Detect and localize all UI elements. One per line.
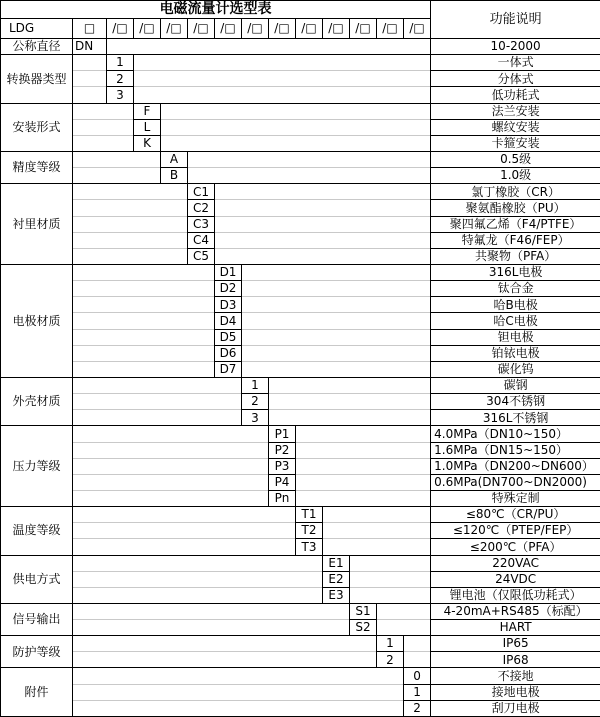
code-cell: D7: [215, 361, 242, 377]
code-cell: 2: [107, 71, 134, 87]
description-cell: 钛合金: [431, 281, 600, 297]
model-code-slot: /□: [350, 19, 377, 39]
code-cell: C2: [188, 200, 215, 216]
code-cell: E1: [323, 555, 350, 571]
blank-cell: [73, 394, 242, 410]
model-code-slot: /□: [215, 19, 242, 39]
table-title: 电磁流量计选型表: [1, 1, 431, 19]
description-cell: 1.6MPa（DN15~150）: [431, 442, 600, 458]
description-cell: 哈C电极: [431, 313, 600, 329]
code-cell: C3: [188, 216, 215, 232]
description-cell: 316L不锈钢: [431, 410, 600, 426]
blank-cell: [73, 313, 215, 329]
code-cell: P3: [269, 458, 296, 474]
code-cell: P4: [269, 474, 296, 490]
blank-cell: [73, 168, 161, 184]
description-cell: 4.0MPa（DN10~150）: [431, 426, 600, 442]
blank-cell: [242, 345, 431, 361]
code-cell: 2: [404, 700, 431, 716]
code-cell: B: [161, 168, 188, 184]
category-label: 防护等级: [1, 636, 73, 668]
description-cell: 钽电极: [431, 329, 600, 345]
blank-cell: [377, 620, 431, 636]
code-cell: S2: [350, 620, 377, 636]
blank-cell: [73, 620, 350, 636]
category-label: 供电方式: [1, 555, 73, 603]
description-cell: 0.5级: [431, 151, 600, 167]
blank-cell: [73, 523, 296, 539]
blank-cell: [323, 539, 431, 555]
code-cell: A: [161, 151, 188, 167]
description-cell: 特氟龙（F46/FEP）: [431, 232, 600, 248]
blank-cell: [242, 297, 431, 313]
blank-cell: [73, 119, 134, 135]
description-cell: 氯丁橡胶（CR）: [431, 184, 600, 200]
blank-cell: [73, 490, 269, 506]
model-code-slot: /□: [269, 19, 296, 39]
blank-cell: [269, 394, 431, 410]
category-label: 衬里材质: [1, 184, 73, 265]
blank-cell: [215, 200, 431, 216]
blank-cell: [215, 232, 431, 248]
blank-cell: [134, 87, 431, 103]
category-label: 压力等级: [1, 426, 73, 507]
category-label: 温度等级: [1, 507, 73, 555]
blank-cell: [73, 555, 323, 571]
code-cell: 1: [377, 636, 404, 652]
code-cell: D1: [215, 264, 242, 280]
blank-cell: [73, 539, 296, 555]
code-cell: 1: [242, 377, 269, 393]
model-code-slot: /□: [296, 19, 323, 39]
code-cell: D5: [215, 329, 242, 345]
blank-cell: [296, 426, 431, 442]
category-label: 信号输出: [1, 603, 73, 635]
code-cell: T2: [296, 523, 323, 539]
blank-cell: [73, 587, 323, 603]
code-cell: 1: [107, 55, 134, 71]
description-cell: HART: [431, 620, 600, 636]
blank-cell: [242, 264, 431, 280]
blank-cell: [73, 248, 188, 264]
blank-cell: [73, 184, 188, 200]
description-cell: 接地电极: [431, 684, 600, 700]
blank-cell: [296, 458, 431, 474]
blank-cell: [73, 345, 215, 361]
description-cell: 螺纹安装: [431, 119, 600, 135]
blank-cell: [73, 87, 107, 103]
code-cell: C5: [188, 248, 215, 264]
code-cell: T3: [296, 539, 323, 555]
blank-cell: [73, 361, 215, 377]
blank-cell: [269, 377, 431, 393]
blank-cell: [73, 216, 188, 232]
blank-cell: [73, 684, 404, 700]
blank-cell: [242, 361, 431, 377]
blank-cell: [404, 652, 431, 668]
description-cell: 1.0MPa（DN200~DN600）: [431, 458, 600, 474]
description-cell: 聚氨酯橡胶（PU）: [431, 200, 600, 216]
blank-cell: [350, 571, 431, 587]
model-code-slot: /□: [161, 19, 188, 39]
code-cell: 3: [242, 410, 269, 426]
blank-cell: [377, 603, 431, 619]
blank-cell: [161, 103, 431, 119]
description-cell: 碳钢: [431, 377, 600, 393]
model-code-slot: /□: [404, 19, 431, 39]
description-cell: 220VAC: [431, 555, 600, 571]
code-cell: F: [134, 103, 161, 119]
code-cell: 2: [242, 394, 269, 410]
blank-cell: [73, 700, 404, 716]
description-cell: IP65: [431, 636, 600, 652]
description-cell: 刮刀电极: [431, 700, 600, 716]
description-cell: 法兰安装: [431, 103, 600, 119]
description-cell: 哈B电极: [431, 297, 600, 313]
blank-cell: [73, 426, 269, 442]
blank-cell: [215, 184, 431, 200]
blank-cell: [73, 151, 161, 167]
blank-cell: [73, 103, 134, 119]
blank-cell: [296, 490, 431, 506]
code-cell: D3: [215, 297, 242, 313]
code-cell: C4: [188, 232, 215, 248]
blank-cell: [242, 329, 431, 345]
blank-cell: [323, 507, 431, 523]
blank-cell: [73, 458, 269, 474]
blank-cell: [188, 151, 431, 167]
model-code-slot: /□: [134, 19, 161, 39]
code-cell: DN: [73, 39, 107, 55]
blank-cell: [73, 55, 107, 71]
model-code-slot: /□: [377, 19, 404, 39]
blank-cell: [73, 377, 242, 393]
code-cell: S1: [350, 603, 377, 619]
description-cell: 316L电极: [431, 264, 600, 280]
code-cell: D4: [215, 313, 242, 329]
code-cell: D2: [215, 281, 242, 297]
blank-cell: [73, 232, 188, 248]
code-cell: L: [134, 119, 161, 135]
blank-cell: [269, 410, 431, 426]
blank-cell: [73, 281, 215, 297]
code-cell: D6: [215, 345, 242, 361]
description-cell: 低功耗式: [431, 87, 600, 103]
blank-cell: [161, 119, 431, 135]
category-label: 公称直径: [1, 39, 73, 55]
code-cell: T1: [296, 507, 323, 523]
blank-cell: [242, 313, 431, 329]
description-cell: 4-20mA+RS485（标配）: [431, 603, 600, 619]
category-label: 电极材质: [1, 264, 73, 377]
blank-cell: [242, 281, 431, 297]
blank-cell: [73, 264, 215, 280]
description-cell: ≤120℃（PTEP/FEP）: [431, 523, 600, 539]
model-prefix: LDG: [1, 19, 73, 39]
blank-cell: [73, 474, 269, 490]
blank-cell: [73, 507, 296, 523]
description-cell: 卡箍安装: [431, 135, 600, 151]
description-cell: 分体式: [431, 71, 600, 87]
model-code-slot: /□: [242, 19, 269, 39]
category-label: 附件: [1, 668, 73, 716]
description-cell: ≤80℃（CR/PU）: [431, 507, 600, 523]
code-cell: C1: [188, 184, 215, 200]
description-cell: ≤200℃（PFA）: [431, 539, 600, 555]
blank-cell: [73, 200, 188, 216]
blank-cell: [73, 135, 134, 151]
code-cell: 3: [107, 87, 134, 103]
category-label: 转换器类型: [1, 55, 73, 103]
description-cell: 锂电池（仅限低功耗式）: [431, 587, 600, 603]
description-cell: 1.0级: [431, 168, 600, 184]
blank-cell: [323, 523, 431, 539]
description-cell: 24VDC: [431, 571, 600, 587]
blank-cell: [215, 248, 431, 264]
description-cell: 共聚物（PFA）: [431, 248, 600, 264]
description-cell: 10-2000: [431, 39, 600, 55]
category-label: 安装形式: [1, 103, 73, 151]
blank-cell: [350, 587, 431, 603]
function-description-header: 功能说明: [431, 1, 600, 39]
code-cell: P2: [269, 442, 296, 458]
model-code-slot: /□: [323, 19, 350, 39]
description-cell: 一体式: [431, 55, 600, 71]
code-cell: E3: [323, 587, 350, 603]
description-cell: 特殊定制: [431, 490, 600, 506]
blank-cell: [161, 135, 431, 151]
model-code-slot: /□: [188, 19, 215, 39]
code-cell: E2: [323, 571, 350, 587]
blank-cell: [73, 636, 377, 652]
blank-cell: [73, 668, 404, 684]
category-label: 外壳材质: [1, 377, 73, 425]
blank-cell: [73, 329, 215, 345]
code-cell: K: [134, 135, 161, 151]
blank-cell: [73, 71, 107, 87]
code-cell: Pn: [269, 490, 296, 506]
blank-cell: [73, 652, 377, 668]
blank-cell: [404, 636, 431, 652]
blank-cell: [73, 297, 215, 313]
blank-cell: [73, 410, 242, 426]
description-cell: 碳化钨: [431, 361, 600, 377]
description-cell: 304不锈钢: [431, 394, 600, 410]
blank-cell: [350, 555, 431, 571]
description-cell: 聚四氟乙烯（F4/PTFE）: [431, 216, 600, 232]
code-cell: 1: [404, 684, 431, 700]
code-cell: 2: [377, 652, 404, 668]
blank-cell: [188, 168, 431, 184]
blank-cell: [73, 571, 323, 587]
category-label: 精度等级: [1, 151, 73, 183]
blank-cell: [73, 603, 350, 619]
code-cell: 0: [404, 668, 431, 684]
description-cell: 铂铱电极: [431, 345, 600, 361]
description-cell: 0.6MPa(DN700~DN2000): [431, 474, 600, 490]
blank-cell: [73, 442, 269, 458]
blank-cell: [134, 71, 431, 87]
model-code-slot: /□: [107, 19, 134, 39]
blank-cell: [296, 474, 431, 490]
blank-cell: [107, 39, 431, 55]
description-cell: IP68: [431, 652, 600, 668]
code-cell: P1: [269, 426, 296, 442]
blank-cell: [296, 442, 431, 458]
blank-cell: [215, 216, 431, 232]
blank-cell: [134, 55, 431, 71]
model-code-box: □: [73, 19, 107, 39]
description-cell: 不接地: [431, 668, 600, 684]
